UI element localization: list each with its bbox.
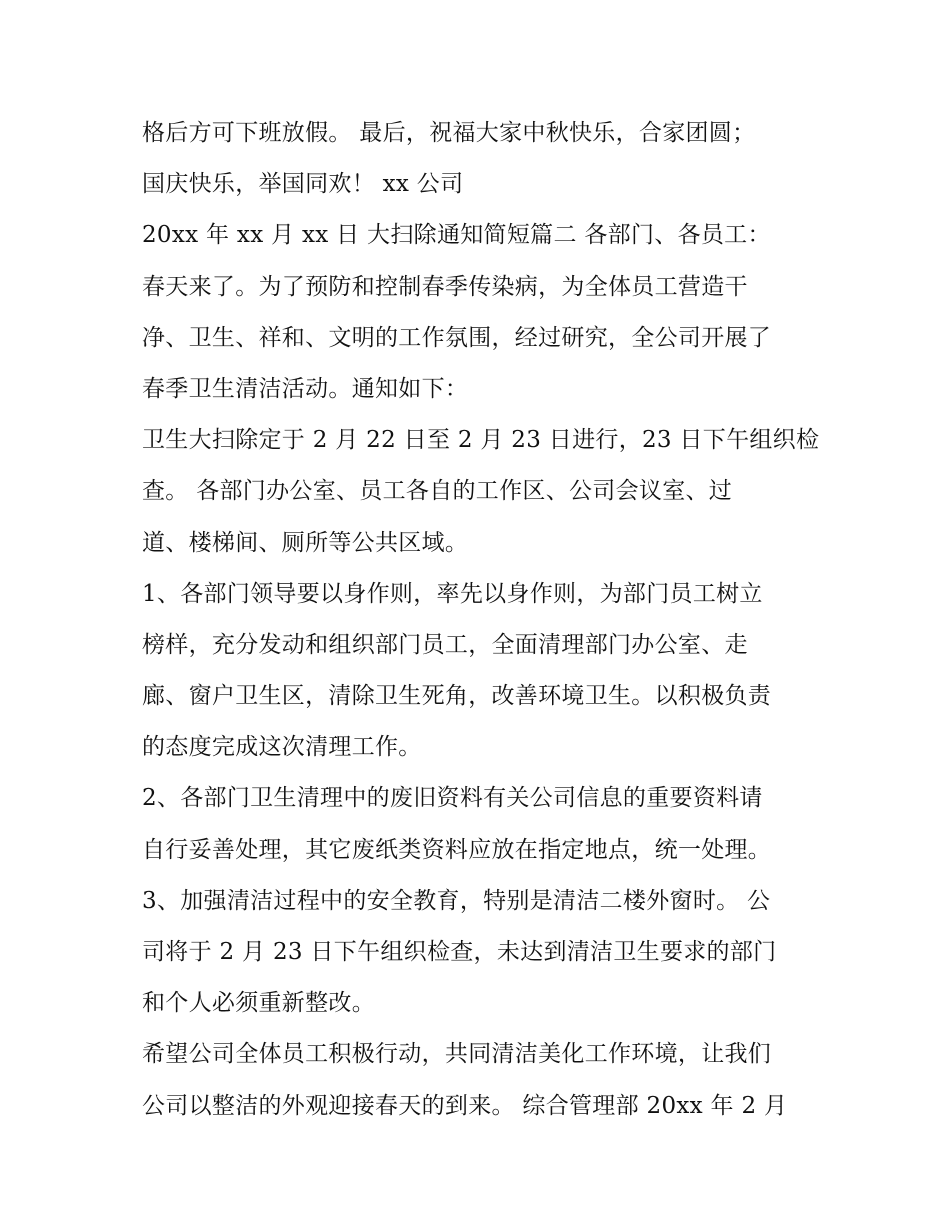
text-line-20: 公司以整洁的外观迎接春天的到来。 综合管理部 20xx 年 2 月 <box>142 1092 788 1119</box>
text-line-9: 道、楼梯间、厕所等公共区域。 <box>142 529 469 556</box>
text-line-7: 卫生大扫除定于 2 月 22 日至 2 月 23 日进行，23 日下午组织检 <box>142 427 820 454</box>
text-line-5: 净、卫生、祥和、文明的工作氛围，经过研究，全公司开展了 <box>142 324 772 351</box>
text-line-11: 榜样，充分发动和组织部门员工，全面清理部门办公室、走 <box>142 631 748 658</box>
text-line-2: 国庆快乐，举国同欢！ xx 公司 <box>142 171 464 198</box>
text-line-6: 春季卫生清洁活动。通知如下： <box>142 375 469 402</box>
text-line-8: 查。 各部门办公室、员工各自的工作区、公司会议室、过 <box>142 478 733 505</box>
text-line-18: 和个人必须重新整改。 <box>142 990 375 1017</box>
document-body <box>142 108 832 1132</box>
text-line-17: 司将于 2 月 23 日下午组织检查，未达到清洁卫生要求的部门 <box>142 939 777 965</box>
text-line-16: 3、加强清洁过程中的安全教育，特别是清洁二楼外窗时。 公 <box>142 887 771 914</box>
text-line-3: 20xx 年 xx 月 xx 日 大扫除通知简短篇二 各部门、各员工： <box>142 222 771 249</box>
text-line-12: 廊、窗户卫生区，清除卫生死角，改善环境卫生。以积极负责 <box>142 683 772 710</box>
text-line-1: 格后方可下班放假。 最后，祝福大家中秋快乐，合家团圆； <box>142 120 756 146</box>
text-line-10: 1、各部门领导要以身作则，率先以身作则，为部门员工树立 <box>142 580 763 607</box>
text-line-4: 春天来了。为了预防和控制春季传染病，为全体员工营造干 <box>142 273 748 300</box>
text-line-14: 2、各部门卫生清理中的废旧资料有关公司信息的重要资料请 <box>142 785 763 812</box>
text-line-15: 自行妥善处理，其它废纸类资料应放在指定地点，统一处理。 <box>142 836 772 863</box>
text-line-13: 的态度完成这次清理工作。 <box>142 734 422 761</box>
text-line-19: 希望公司全体员工积极行动，共同清洁美化工作环境，让我们 <box>142 1041 772 1068</box>
